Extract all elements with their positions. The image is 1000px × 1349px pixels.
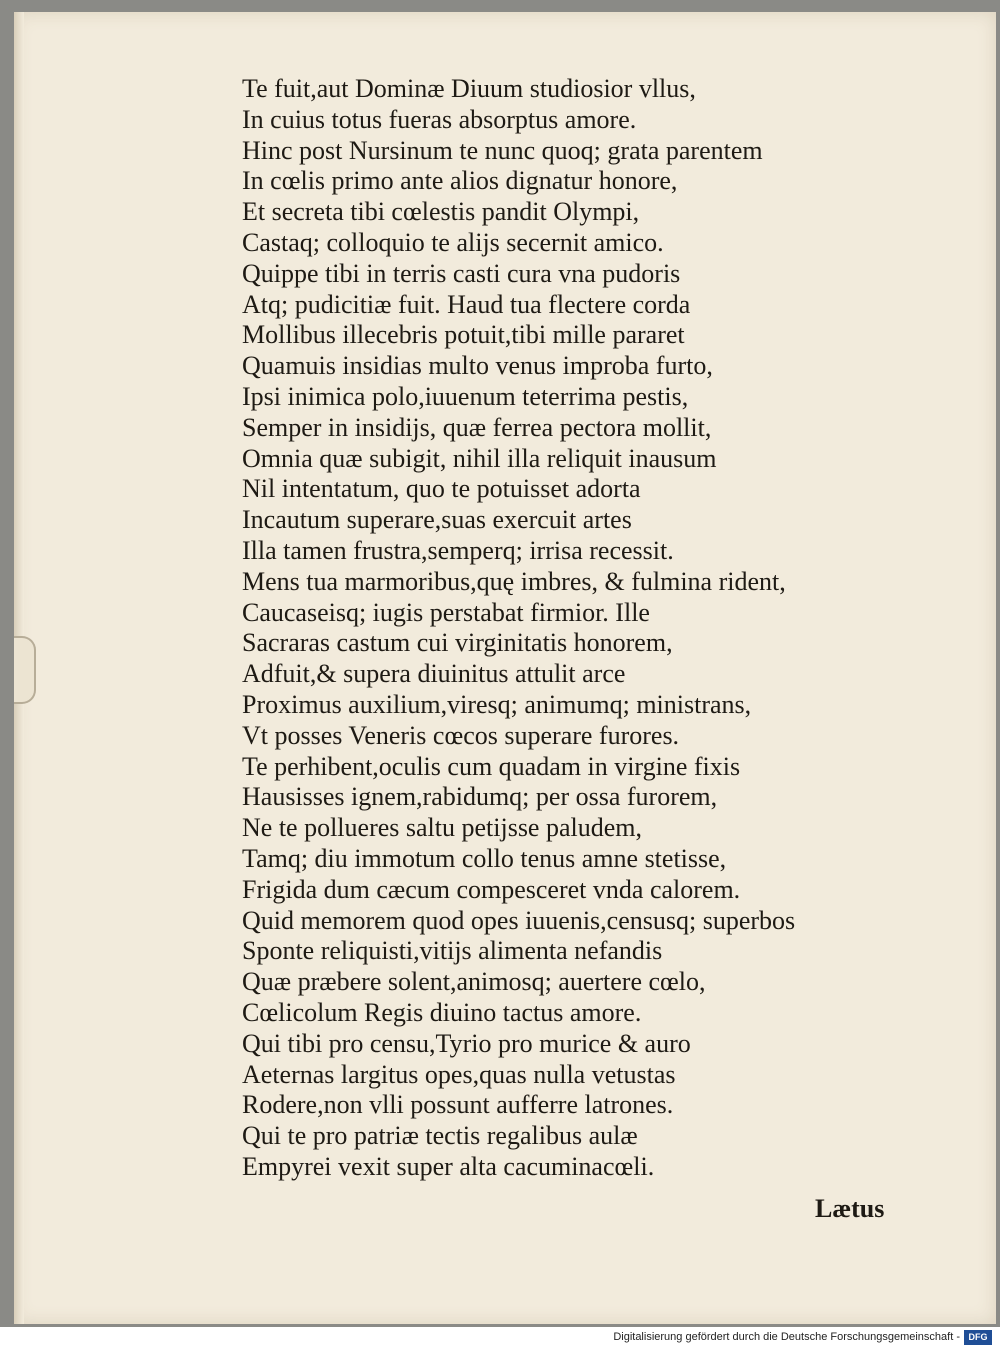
verse-line: Hinc post Nursinum te nunc quoq; grata parentem xyxy=(242,135,763,165)
verse-line: Sponte reliquisti,vitijs alimenta nefandis xyxy=(242,936,663,966)
verse-line: Proximus auxilium,viresq; animumq; ministrans, xyxy=(242,689,752,719)
verse-line: Cœlicolum Regis diuino tactus amore. xyxy=(242,997,642,1027)
verse-line: Nil intentatum, quo te potuisset adorta xyxy=(242,474,641,504)
verse-line: Mens tua marmoribus,quę imbres, & fulmina rident, xyxy=(242,566,786,596)
verse-line: Quamuis insidias multo venus improba furto, xyxy=(242,351,713,381)
catchword: Lætus xyxy=(815,1194,885,1223)
verse-line: Tamq; diu immotum collo tenus amne stetisse, xyxy=(242,843,727,873)
verse-line: Quæ præbere solent,animosq; auertere cœlo, xyxy=(242,967,706,997)
verse-line: Quid memorem quod opes iuuenis,censusq; superbos xyxy=(242,905,796,935)
verse-line: Empyrei vexit super alta cacuminacœli. xyxy=(242,1151,655,1181)
verse-line: In cuius totus fueras absorptus amore. xyxy=(242,104,637,134)
verse-line: Et secreta tibi cœlestis pandit Olympi, xyxy=(242,197,640,227)
clasp-tab xyxy=(14,636,36,704)
verse-line: Te perhibent,oculis cum quadam in virgine fixis xyxy=(242,751,741,781)
verse-line: Te fuit,aut Dominæ Diuum studiosior vllus, xyxy=(242,74,696,103)
verse-line: Castaq; colloquio te alijs secernit amico. xyxy=(242,227,664,257)
verse-line: Ipsi inimica polo,iuuenum teterrima pestis, xyxy=(242,381,689,411)
verse-line: Qui te pro patriæ tectis regalibus aulæ xyxy=(242,1121,638,1151)
verse-line: Rodere,non vlli possunt aufferre latrones. xyxy=(242,1090,674,1120)
verse-line: Illa tamen frustra,semperq; irrisa recessit. xyxy=(242,535,674,565)
verse-line: Caucaseisq; iugis perstabat firmior. Ille xyxy=(242,597,650,627)
verse-line: Quippe tibi in terris casti cura vna pudoris xyxy=(242,258,681,288)
verse-line: Omnia quæ subigit, nihil illa reliquit inausum xyxy=(242,443,717,473)
verse-line: Qui tibi pro censu,Tyrio pro murice & auro xyxy=(242,1028,691,1058)
verse-line: Semper in insidijs, quæ ferrea pectora mollit, xyxy=(242,412,712,442)
dfg-logo: DFG xyxy=(964,1330,992,1345)
footer-bar xyxy=(0,1327,1000,1349)
verse-line: Incautum superare,suas exercuit artes xyxy=(242,505,632,535)
verse-line: Mollibus illecebris potuit,tibi mille pararet xyxy=(242,320,685,350)
verse-line: Ne te pollueres saltu petijsse paludem, xyxy=(242,813,643,843)
verse-line: Vt posses Veneris cœcos superare furores. xyxy=(242,720,680,750)
verse-text-block xyxy=(242,74,922,1183)
verse-line: Hausisses ignem,rabidumq; per ossa furorem, xyxy=(242,782,718,812)
verse-line: Sacraras castum cui virginitatis honorem, xyxy=(242,628,673,658)
verse-line: Aeternas largitus opes,quas nulla vetustas xyxy=(242,1059,676,1089)
verse-line: In cœlis primo ante alios dignatur honore, xyxy=(242,166,678,196)
funding-notice: Digitalisierung gefördert durch die Deutsche Forschungsgemeinschaft - xyxy=(613,1331,960,1343)
verse-line: Adfuit,& supera diuinitus attulit arce xyxy=(242,659,626,689)
verse-line: Atq; pudicitiæ fuit. Haud tua flectere corda xyxy=(242,289,691,319)
verse-line: Frigida dum cæcum compesceret vnda calorem. xyxy=(242,874,741,904)
